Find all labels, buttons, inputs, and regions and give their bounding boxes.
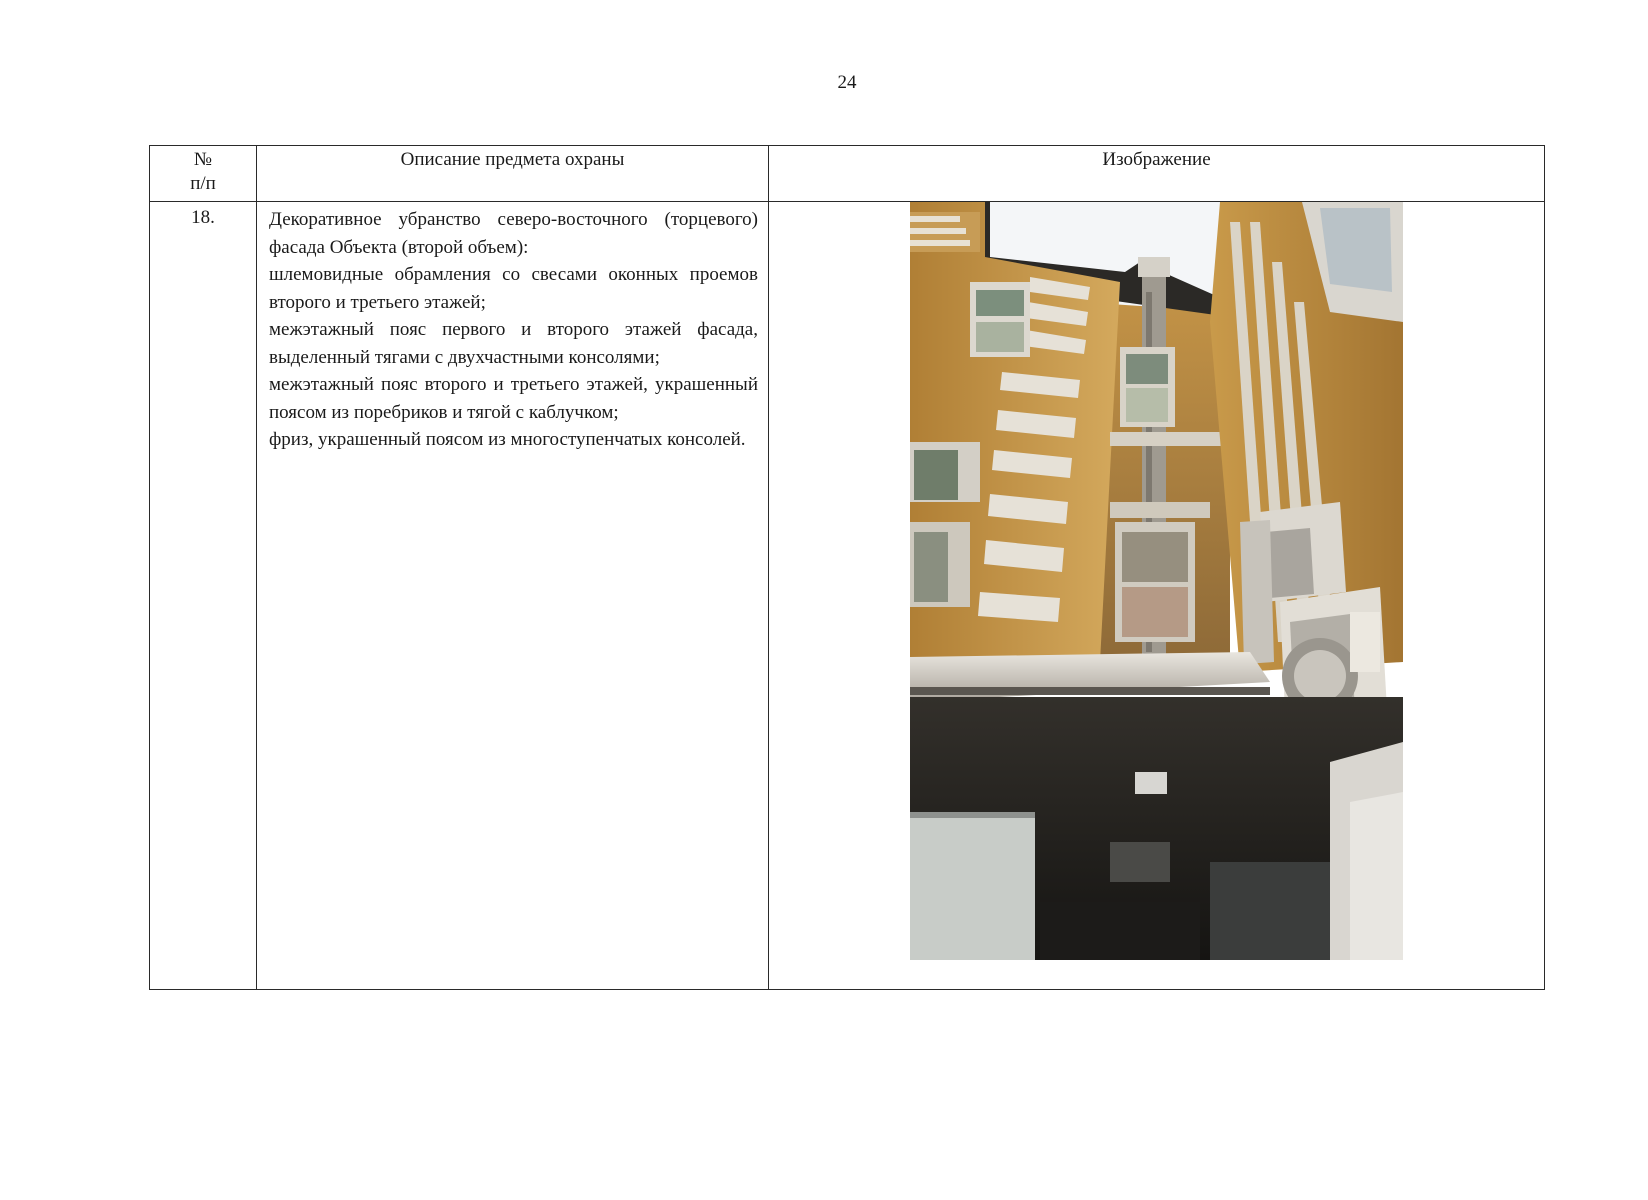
header-number-symbol: № [193,149,213,170]
description-line: Декоративное убранство северо-восточного (торцевого) фасада Объекта (второй объем): [269,209,758,258]
table-row [150,202,1545,990]
header-description: Описание предмета охраны [257,146,769,202]
page-number: 24 [837,72,857,93]
protection-table [149,145,1545,990]
facade-photo [910,202,1403,960]
row-number: 18. [150,202,257,990]
header-number-abbrev: п/п [190,173,216,194]
description-line: межэтажный пояс первого и второго этажей фасада, выделенный тягами с двухчастными консолями; [269,319,758,368]
header-image: Изображение [769,146,1545,202]
description-line: шлемовидные обрамления со свесами оконных проемов второго и третьего этажей; [269,264,758,313]
description-line: межэтажный пояс второго и третьего этажей, украшенный поясом из поребриков и тягой с каблучком; [269,374,758,423]
description-line: фриз, украшенный поясом из многоступенчатых консолей. [269,429,746,450]
row-description [257,202,769,990]
header-number [150,146,257,202]
table-header-row [150,146,1545,202]
row-image-cell [769,202,1545,990]
